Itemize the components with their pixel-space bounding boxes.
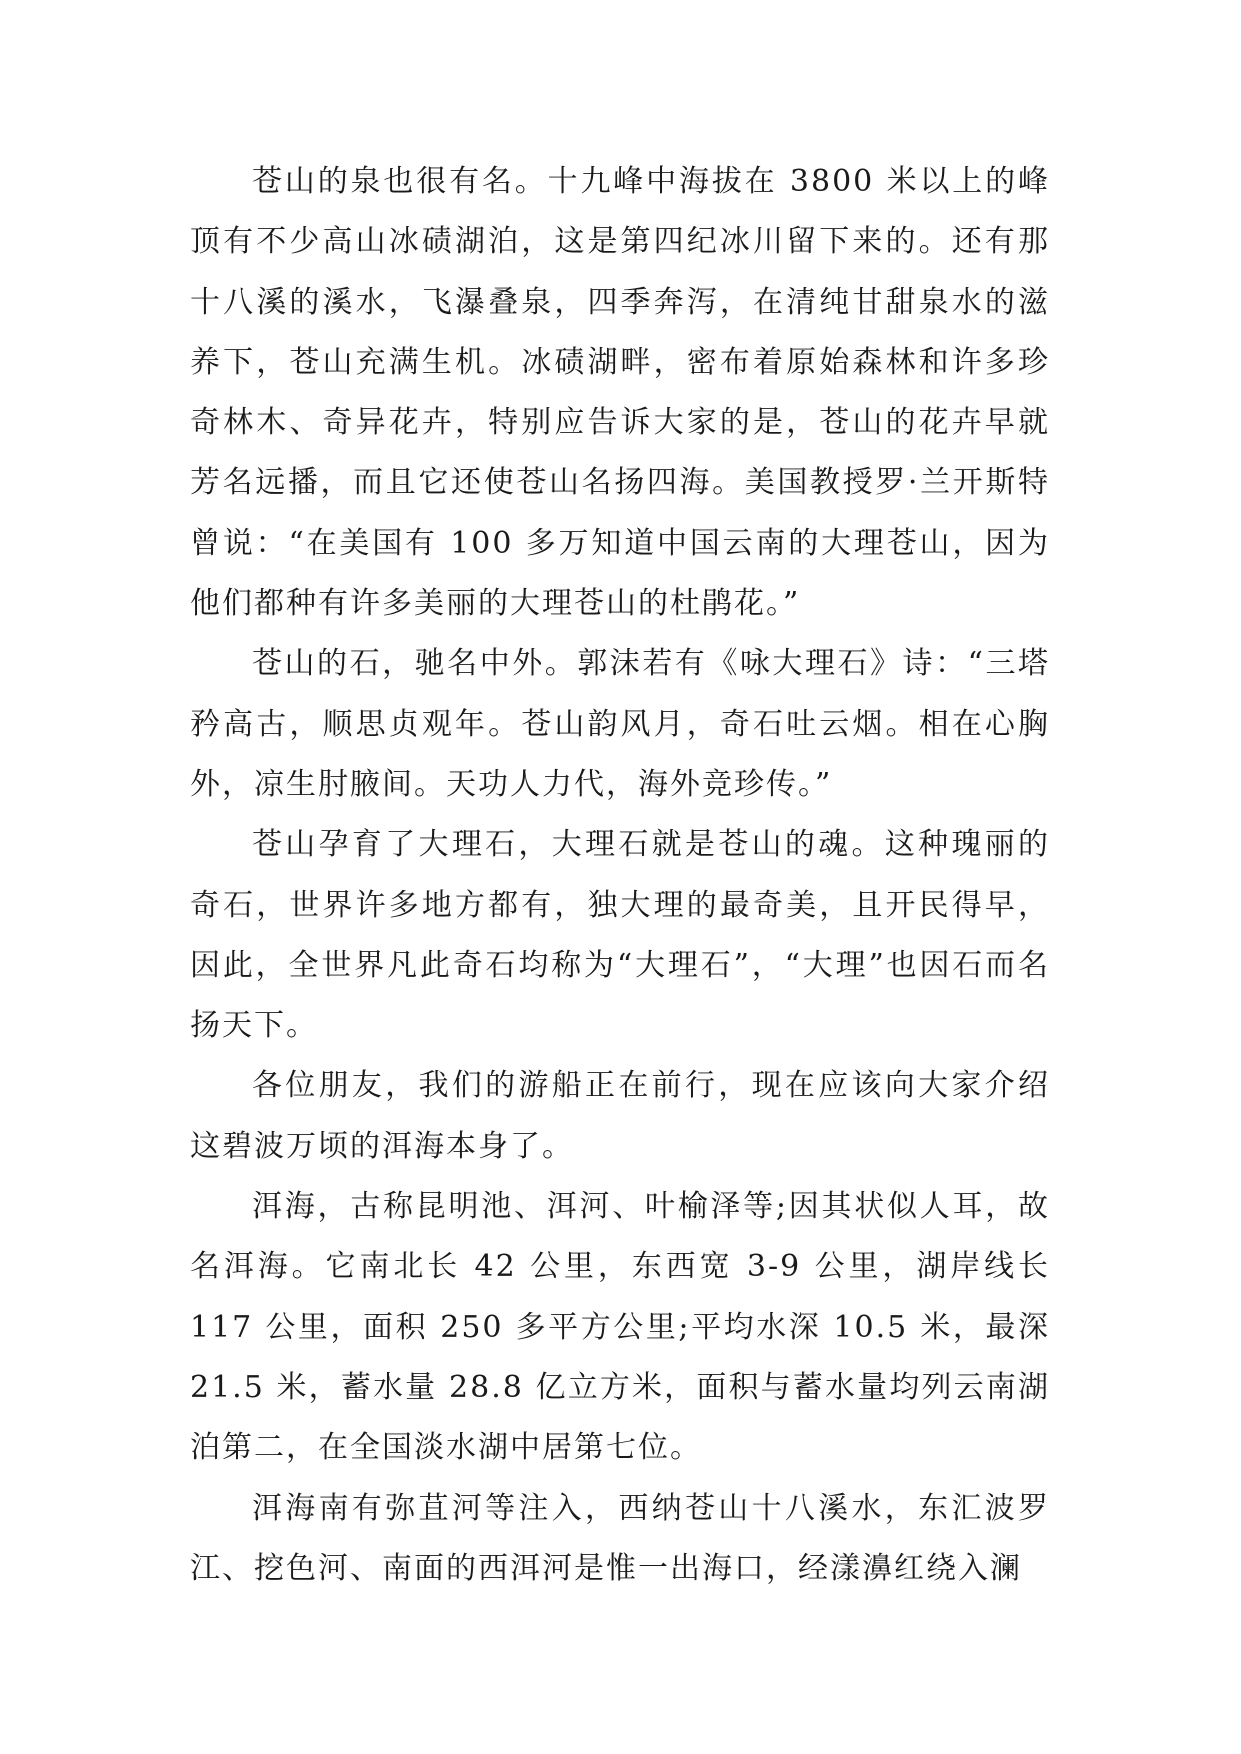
paragraph-erhai-facts: 洱海，古称昆明池、洱河、叶榆泽等;因其状似人耳，故名洱海。它南北长 42 公里，东西宽 3-9 公里，湖岸线长 117 公里，面积 250 多平方公里;平均水深 10.5 米，最深 21.5 米，蓄水量 28.8 亿立方米，面积与蓄水量均列云南湖泊第二，在全国淡水湖中居第七位。 <box>190 1189 1050 1466</box>
document-body <box>190 152 1050 1599</box>
paragraph-erhai-rivers: 洱海南有弥苴河等注入，西纳苍山十八溪水，东汇波罗江、挖色河、南面的西洱河是惟一出海口，经漾濞红绕入澜 <box>190 1490 1050 1586</box>
paragraph-marble: 苍山孕育了大理石，大理石就是苍山的魂。这种瑰丽的奇石，世界许多地方都有，独大理的最奇美，且开民得早，因此，全世界凡此奇石均称为“大理石”，“大理”也因石而名扬天下。 <box>190 827 1050 1044</box>
paragraph-cangshan-springs: 苍山的泉也很有名。十九峰中海拔在 3800 米以上的峰顶有不少高山冰碛湖泊，这是第四纪冰川留下来的。还有那十八溪的溪水，飞瀑叠泉，四季奔泻，在清纯甘甜泉水的滋养下，苍山充满生机。冰碛湖畔，密布着原始森林和许多珍奇林木、奇异花卉，特别应告诉大家的是，苍山的花卉早就芳名远播，而且它还使苍山名扬四海。美国教授罗·兰开斯特曾说：“在美国有 100 多万知道中国云南的大理苍山，因为他们都种有许多美丽的大理苍山的杜鹃花。” <box>190 164 1050 622</box>
paragraph-cangshan-stone: 苍山的石，驰名中外。郭沫若有《咏大理石》诗：“三塔矜高古，顺思贞观年。苍山韵风月，奇石吐云烟。相在心胸外，凉生肘腋间。天功人力代，海外竞珍传。” <box>190 646 1050 802</box>
paragraph-boat-intro: 各位朋友，我们的游船正在前行，现在应该向大家介绍这碧波万顷的洱海本身了。 <box>190 1068 1050 1164</box>
